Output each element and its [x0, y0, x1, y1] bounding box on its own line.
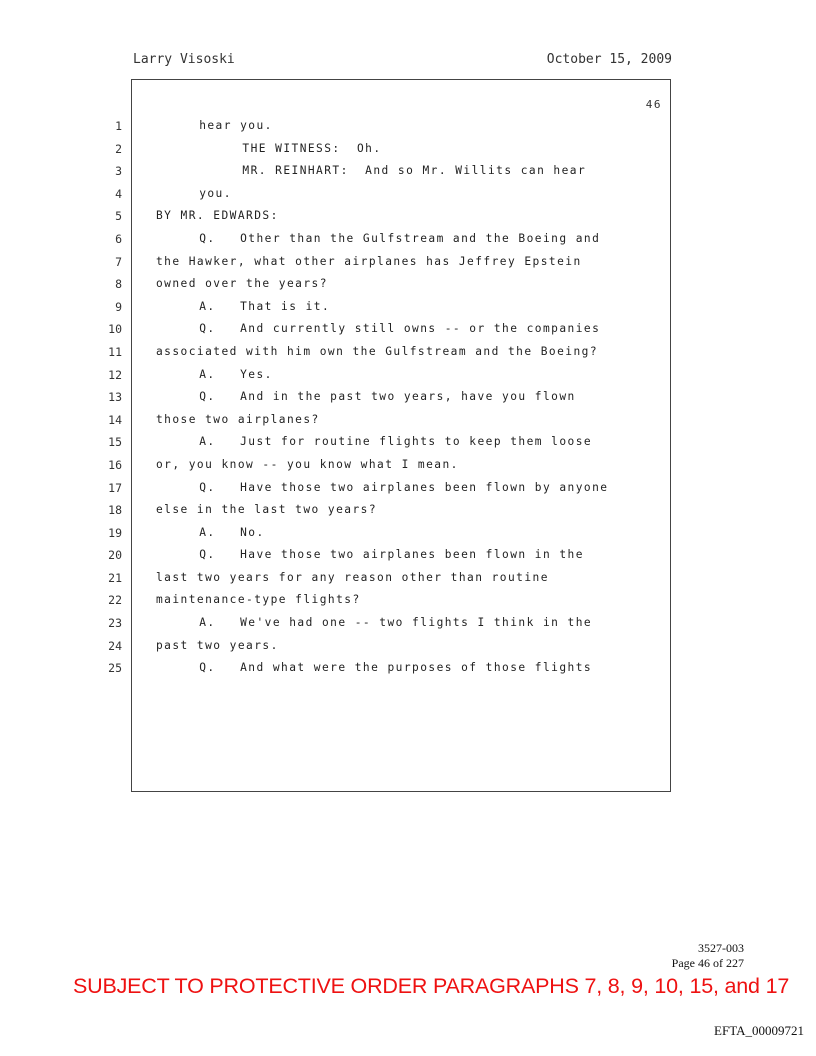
line-number: 15 — [108, 435, 122, 450]
line-number: 2 — [115, 141, 122, 156]
transcript-line — [0, 431, 816, 454]
line-number: 22 — [108, 593, 122, 608]
line-number: 12 — [108, 367, 122, 382]
transcript-line — [0, 183, 816, 206]
transcript-line — [0, 138, 816, 161]
case-footer — [672, 941, 744, 971]
line-number: 5 — [115, 209, 122, 224]
line-number: 18 — [108, 503, 122, 518]
line-number: 6 — [115, 231, 122, 246]
line-text: associated with him own the Gulfstream and the Boeing? — [156, 344, 599, 358]
line-text: hear you. — [199, 119, 273, 132]
transcript-line — [0, 409, 816, 432]
transcript-line — [0, 544, 816, 567]
line-number: 17 — [108, 480, 122, 495]
line-text: BY MR. EDWARDS: — [156, 209, 279, 223]
transcript-line — [0, 296, 816, 319]
bates-number: EFTA_00009721 — [714, 1023, 804, 1038]
line-text: else in the last two years? — [156, 503, 378, 517]
line-number: 3 — [115, 164, 122, 179]
line-text: MR. REINHART: And so Mr. Willits can hear — [242, 164, 587, 178]
line-text: you. — [199, 186, 232, 200]
transcript-line — [0, 205, 816, 228]
transcript-line — [0, 318, 816, 341]
line-text: those two airplanes? — [156, 412, 320, 426]
transcript-line — [0, 115, 816, 138]
line-text: Q. Have those two airplanes been flown by anyone — [199, 480, 609, 494]
transcript-line — [0, 251, 816, 274]
line-text: Q. And in the past two years, have you flown — [199, 390, 576, 404]
transcript-page-number: 46 — [645, 98, 662, 111]
transcript-line — [0, 341, 816, 364]
line-number: 13 — [108, 390, 122, 405]
line-number: 9 — [115, 299, 122, 314]
line-text: A. Just for routine flights to keep them loose — [199, 435, 593, 449]
line-text: owned over the years? — [156, 277, 328, 291]
transcript-line — [0, 499, 816, 522]
transcript-line — [0, 657, 816, 680]
line-text: THE WITNESS: Oh. — [242, 141, 382, 155]
transcript-line — [0, 477, 816, 500]
line-text: Q. Have those two airplanes been flown in the — [199, 548, 584, 562]
transcript-lines — [0, 115, 816, 680]
line-text: A. Yes. — [199, 367, 273, 381]
line-number: 25 — [108, 661, 122, 676]
line-number: 20 — [108, 548, 122, 563]
page-of-count: Page 46 of 227 — [671, 956, 744, 970]
line-text: A. We've had one -- two flights I think in the — [199, 616, 593, 630]
protective-order-notice: SUBJECT TO PROTECTIVE ORDER PARAGRAPHS 7, 8, 9, 10, 15, and 17 — [73, 974, 790, 998]
line-text: maintenance-type flights? — [156, 593, 361, 607]
line-text: past two years. — [156, 638, 279, 652]
line-text: last two years for any reason other than routine — [156, 570, 549, 584]
line-number: 11 — [108, 344, 122, 359]
line-text: Q. And what were the purposes of those flights — [199, 661, 593, 675]
line-number: 10 — [108, 322, 122, 337]
transcript-line — [0, 160, 816, 183]
transcript-line — [0, 612, 816, 635]
transcript-line — [0, 635, 816, 658]
line-text: or, you know -- you know what I mean. — [156, 457, 459, 471]
line-number: 24 — [108, 638, 122, 653]
line-number: 23 — [108, 616, 122, 631]
line-text: A. That is it. — [199, 299, 331, 313]
transcript-line — [0, 522, 816, 545]
line-number: 21 — [108, 570, 122, 585]
case-number: 3527-003 — [698, 941, 744, 955]
transcript-line — [0, 364, 816, 387]
line-number: 8 — [115, 277, 122, 292]
line-number: 1 — [115, 119, 122, 133]
line-number: 14 — [108, 412, 122, 427]
deposition-date: October 15, 2009 — [546, 52, 672, 67]
line-text: Q. Other than the Gulfstream and the Boeing and — [199, 231, 601, 245]
witness-name: Larry Visoski — [133, 52, 235, 67]
transcript-line — [0, 567, 816, 590]
line-text: A. No. — [199, 525, 265, 539]
transcript-line — [0, 454, 816, 477]
transcript-line — [0, 589, 816, 612]
transcript-line — [0, 228, 816, 251]
line-number: 19 — [108, 525, 122, 540]
line-text: the Hawker, what other airplanes has Jeffrey Epstein — [156, 254, 582, 268]
transcript-line — [0, 386, 816, 409]
line-number: 7 — [115, 254, 122, 269]
line-number: 16 — [108, 457, 122, 472]
transcript-line — [0, 273, 816, 296]
line-text: Q. And currently still owns -- or the companies — [199, 322, 601, 336]
line-number: 4 — [115, 186, 122, 201]
